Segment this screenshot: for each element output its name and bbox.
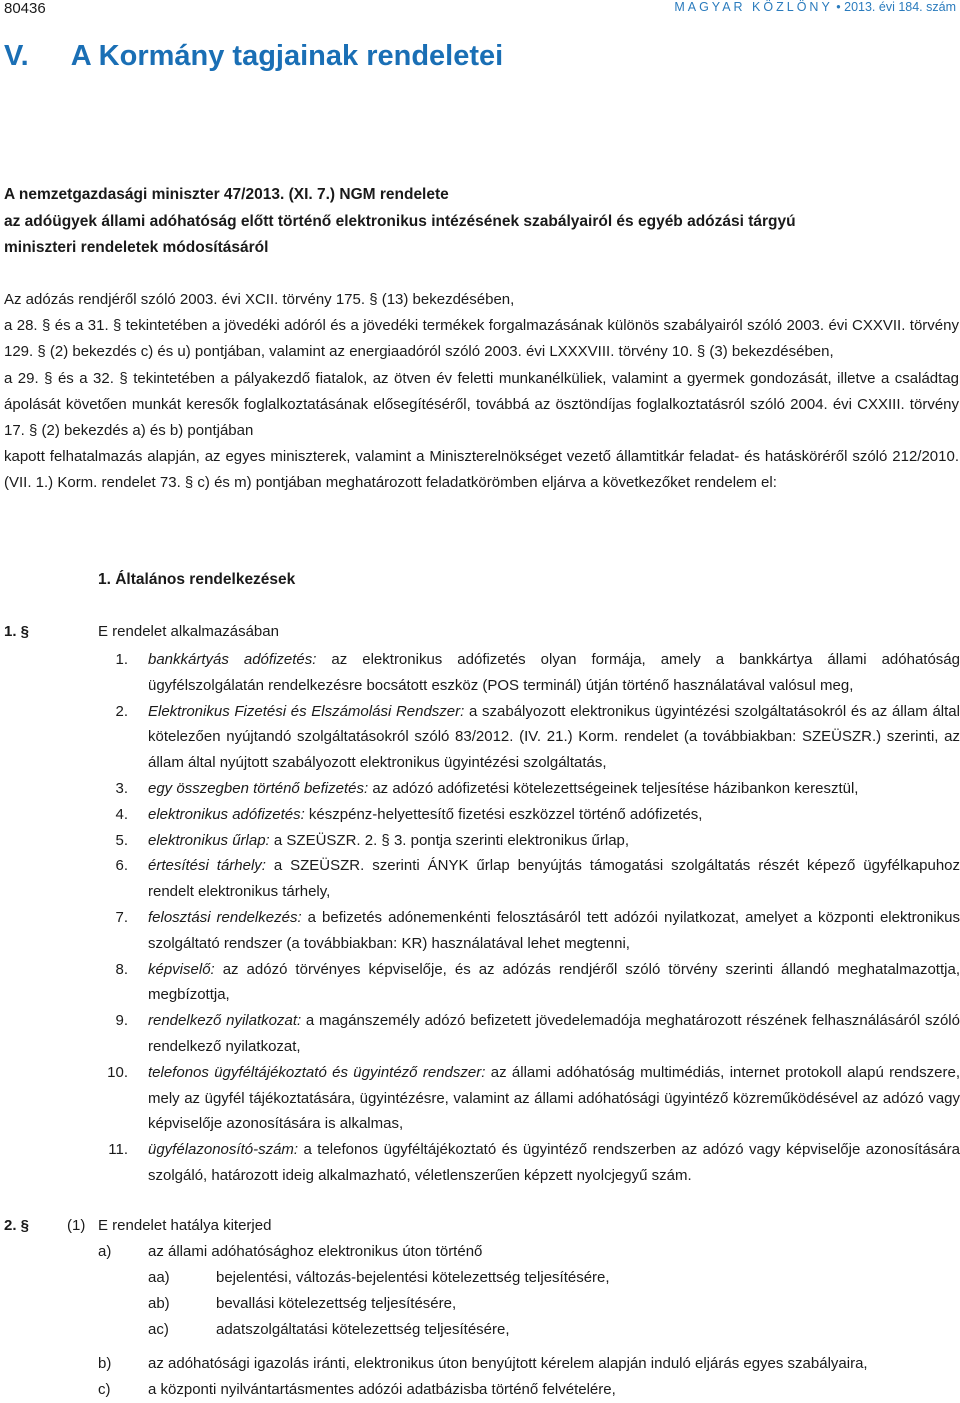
definition-text: a magánszemély adózó befizetett jövedelemadója meghatározott részének felhasználásáról szóló rendelkező nyilatkozat, xyxy=(148,1012,960,1055)
point-label: b) xyxy=(98,1355,112,1372)
definition-term: elektronikus adófizetés: xyxy=(148,805,305,823)
definition-item xyxy=(98,957,960,1009)
definition-term: elektronikus űrlap: xyxy=(148,831,270,849)
chapter-title: 1. Általános rendelkezések xyxy=(98,571,296,588)
point-text: a központi nyilvántartásmentes adózói adatbázisba történő felvételére, xyxy=(148,1381,616,1398)
legal-basis-paragraph: Az adózás rendjéről szóló 2003. évi XCII. törvény 175. § (13) bekezdésében, xyxy=(4,291,515,308)
definition-number: 9. xyxy=(115,1012,128,1030)
definition-term: rendelkező nyilatkozat: xyxy=(148,1012,302,1030)
point-text: az állami adóhatósághoz elektronikus úton történő xyxy=(148,1243,483,1260)
legal-basis-paragraph: kapott felhatalmazás alapján, az egyes miniszterek, valamint a Miniszterelnökséget vezető államtitkár feladat- és hatásköréről szóló 212/2010. (VII. 1.) Korm. rendelet 73. § c) és m) pontjában meghatározott feladatkörömben eljárva a következőket rendelem el: xyxy=(4,448,959,492)
subpoint-label: ac) xyxy=(148,1321,169,1338)
definition-list xyxy=(98,647,960,1189)
definition-text: a befizetés adónemenkénti felosztásáról tett adózói nyilatkozat, amelyet a központi elektronikus szolgáltató rendszer (a továbbiakban: KR) használatával lehet megtenni, xyxy=(148,908,960,952)
decree-title xyxy=(4,182,959,262)
definition-text: a SZEÜSZR. szerinti ÁNYK űrlap benyújtás támogatási szolgáltatás részét képező ügyfélkapuhoz rendelt elektronikus tárhely, xyxy=(148,857,960,901)
definition-term: értesítési tárhely: xyxy=(148,857,266,875)
definition-number: 2. xyxy=(115,702,128,720)
section-heading: A Kormány tagjainak rendeletei xyxy=(70,40,504,72)
decree-title-line: az adóügyek állami adóhatóság előtt történő elektronikus intézésének szabályairól és egyéb adózási tárgyú xyxy=(4,212,796,230)
definition-text: az adózó adófizetési kötelezettségeinek teljesítése házibankon keresztül, xyxy=(368,779,859,797)
definition-number: 1. xyxy=(115,651,128,668)
subpoint-text: adatszolgáltatási kötelezettség teljesítésére, xyxy=(216,1321,510,1338)
point-label: c) xyxy=(98,1381,111,1398)
definition-item xyxy=(98,1137,960,1189)
definition-number: 6. xyxy=(115,857,128,875)
definition-item xyxy=(98,828,960,854)
definition-number: 4. xyxy=(115,805,128,823)
definition-term: ügyfélazonosító-szám: xyxy=(148,1141,299,1159)
definition-term: Elektronikus Fizetési és Elszámolási Rendszer: xyxy=(148,702,465,720)
paragraph-number: 2. § xyxy=(4,1217,30,1234)
page-number: 80436 xyxy=(4,0,46,17)
section-title xyxy=(4,40,503,73)
journal-name: MAGYAR KÖZLÖNY xyxy=(674,0,833,14)
definition-item xyxy=(98,647,960,699)
paragraph-intro: E rendelet alkalmazásában xyxy=(98,623,279,640)
definition-item xyxy=(98,699,960,776)
running-head: MAGYAR KÖZLÖNY • 2013. évi 184. szám xyxy=(674,0,956,14)
section-number: V. xyxy=(4,40,29,72)
paragraph-1-heading xyxy=(4,623,279,640)
definition-number: 3. xyxy=(115,779,128,797)
definition-item xyxy=(98,853,960,905)
definition-term: telefonos ügyféltájékoztató és ügyintéző rendszer: xyxy=(148,1063,486,1081)
definition-term: felosztási rendelkezés: xyxy=(148,908,302,926)
subpoint-text: bejelentési, változás-bejelentési kötelezettség teljesítésére, xyxy=(216,1269,610,1286)
definition-item xyxy=(98,1008,960,1060)
subpoint-text: bevallási kötelezettség teljesítésére, xyxy=(216,1295,457,1312)
definition-number: 10. xyxy=(107,1063,128,1081)
definition-term: bankkártyás adófizetés: xyxy=(148,651,317,668)
definition-item xyxy=(98,776,960,802)
definition-number: 5. xyxy=(115,831,128,849)
decree-title-line: miniszteri rendeletek módosításáról xyxy=(4,239,269,256)
legal-basis-paragraph: a 29. § és a 32. § tekintetében a pályakezdő fiatalok, az ötven év feletti munkanélküliek, valamint a gyermek gondozását, illetve a családtag ápolását követően munkát keresők foglalkoztatásának elősegítéséről, továbbá az ösztöndíjas foglalkoztatásról szóló 2004. évi CXXIII. törvény 17. § (2) bekezdés a) és b) pontjában xyxy=(4,369,959,440)
definition-text: az elektronikus adófizetés olyan formája, amely a bankkártya állami adóhatóság ügyfélszolgálatán rendelkezésre bocsátott eszköz (POS terminál) útján történő használatával valósul meg, xyxy=(148,651,960,694)
definition-number: 7. xyxy=(115,908,128,926)
definition-item xyxy=(98,1060,960,1137)
definition-text: az adózó törvényes képviselője, és az adózás rendjéről szóló törvény szerinti állandó meghatalmazottja, megbízottja, xyxy=(148,960,960,1004)
subpoint-label: ab) xyxy=(148,1295,170,1312)
paragraph-number: 1. § xyxy=(4,623,30,640)
definition-text: a szabályozott elektronikus ügyintézési szolgáltatásokról és az állam által kötelezően nyújtandó szolgáltatásokról szóló 83/2012. (IV. 21.) Korm. rendelet (a továbbiakban: SZEÜSZR.) szerinti, az állam által nyújtott szabályozott elektronikus ügyintézési szolgáltatás, xyxy=(148,702,960,772)
definition-text: készpénz-helyettesítő fizetési eszközzel történő adófizetés, xyxy=(304,805,703,823)
paragraph-2 xyxy=(4,1213,959,1403)
definition-item xyxy=(98,905,960,957)
point-text: az adóhatósági igazolás iránti, elektronikus úton benyújtott kérelem alapján induló eljárás egyes szabályaira, xyxy=(148,1355,868,1372)
definition-number: 11. xyxy=(108,1141,128,1159)
definition-term: képviselő: xyxy=(148,960,215,978)
legal-basis-paragraph: a 28. § és a 31. § tekintetében a jövedéki adóról és a jövedéki termékek forgalmazásának különös szabályairól szóló 2003. évi CXXVII. törvény 129. § (2) bekezdés c) és u) pontjában, valamint az energiaadóról szóló 2003. évi LXXXVIII. törvény 10. § (3) bekezdésében, xyxy=(4,317,959,361)
subsection-number: (1) xyxy=(67,1217,86,1234)
decree-title-line: A nemzetgazdasági miniszter 47/2013. (XI. 7.) NGM rendelete xyxy=(4,186,449,203)
point-label: a) xyxy=(98,1243,112,1260)
paragraph-intro: E rendelet hatálya kiterjed xyxy=(98,1217,272,1234)
issue-label: 2013. évi 184. szám xyxy=(844,0,956,14)
legal-basis xyxy=(4,287,959,497)
definition-term: egy összegben történő befizetés: xyxy=(148,779,369,797)
subpoint-label: aa) xyxy=(148,1269,170,1286)
definition-number: 8. xyxy=(115,960,128,978)
definition-item xyxy=(98,802,960,828)
definition-text: a SZEÜSZR. 2. § 3. pontja szerinti elektronikus űrlap, xyxy=(269,831,630,849)
definition-text: a telefonos ügyféltájékoztató és ügyintéző rendszerben az adózó vagy képviselője azonosítására szolgáló, határozott ideig alkalmazható, véletlenszerűen képzett nyolcjegyű szám. xyxy=(148,1141,960,1184)
definition-text: az állami adóhatóság multimédiás, internet protokoll alapú rendszere, mely az ügyfél tájékoztatására, ügyintézésre, valamint az állami adóhatósági ügyintéző közreműködésével az adózó vagy képviselője azonosítására is alkalmas, xyxy=(148,1063,960,1133)
